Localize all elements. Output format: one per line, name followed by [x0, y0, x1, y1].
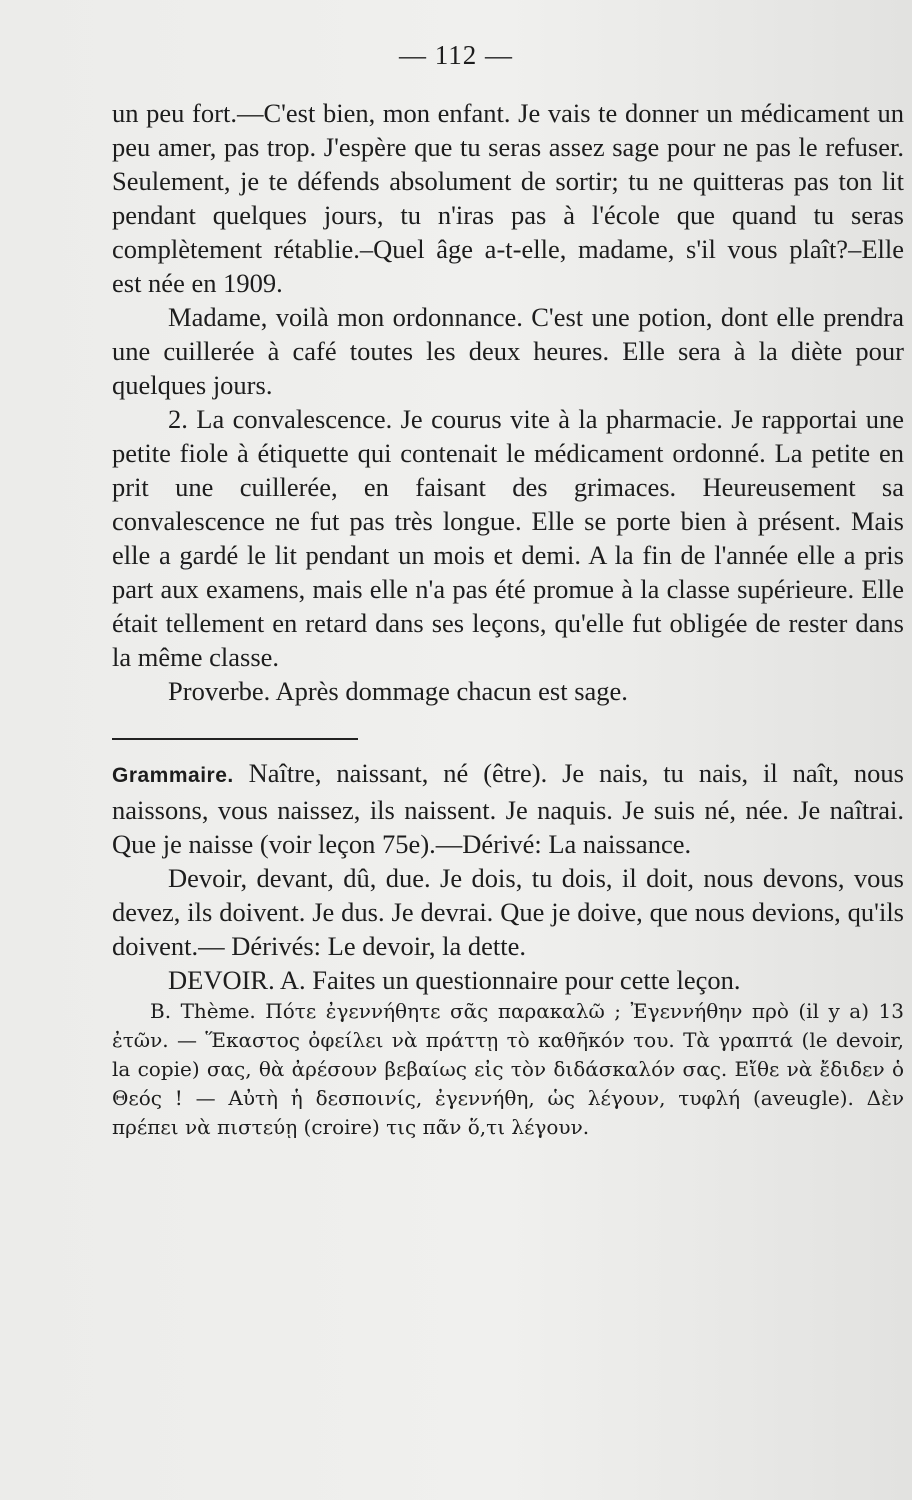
paragraph-ordonnance: Madame, voilà mon ordonnance. C'est une potion, dont elle prendra une cuillerée à café toutes les deux heures. Elle sera à la diète pour quelques jours. [112, 302, 904, 400]
exercise-a: DEVOIR. A. Faites un questionnaire pour cette leçon. [168, 965, 741, 995]
section-divider [112, 738, 358, 740]
proverb: Proverbe. Après dommage chacun est sage. [168, 676, 628, 706]
page-number: — 112 — [399, 40, 513, 70]
exercise-b-block [112, 997, 904, 1142]
grammar-naitre [112, 756, 904, 861]
grammar-devoir: Devoir, devant, dû, due. Je dois, tu dois, il doit, nous devons, vous devez, ils doivent. Je dus. Je devrai. Que je doive, que nous devions, qu'ils doivent.— Dérivés: Le devoir, la dette. [112, 863, 904, 961]
page-body [112, 96, 904, 1142]
grammar-naitre-text: Naître, naissant, né (être). Je nais, tu nais, il naît, nous naissons, vous naissez, ils naissent. Je naquis. Je suis né, née. Je naîtrai. Que je naisse (voir leçon 75e).—Dérivé: La naissance. [112, 758, 904, 859]
exercise-b-theme: B. Thème. Πότε ἐγεννήθητε σᾶς παρακαλῶ ; Ἐγεννήθην πρὸ (il y a) 13 ἐτῶν. — Ἕκαστος ὀφείλει νὰ πράττῃ τὸ καθῆκόν του. Τὰ γραπτά (le devoir, la copie) σας, θὰ ἀρέσουν βεβαίως εἰς τὸν διδάσκαλόν σας. Εἴθε νὰ ἔδιδεν ὁ Θεός ! — Αὐτὴ ἡ δεσποινίς, ἐγεννήθη, ὡς λέγουν, τυφλή (aveugle). Δὲν πρέπει νὰ πιστεύῃ (croire) τις πᾶν ὅ,τι λέγουν. [112, 999, 904, 1139]
grammar-label: Grammaire. [112, 764, 234, 787]
paragraph-convalescence: 2. La convalescence. Je courus vite à la pharmacie. Je rapportai une petite fiole à étiquette qui contenait le médicament ordonné. La petite en prit une cuillerée, en faisant des grimaces. Heureusement sa convalescence ne fut pas très longue. Elle se porte bien à présent. Mais elle a gardé le lit pendant un mois et demi. A la fin de l'année elle a pris part aux examens, mais elle n'a pas été promue à la classe supérieure. Elle était tellement en retard dans ses leçons, qu'elle fut obligée de rester dans la même classe. [112, 404, 904, 672]
paragraph-consultation: un peu fort.—C'est bien, mon enfant. Je vais te donner un médicament un peu amer, pas trop. J'espère que tu seras assez sage pour ne pas le refuser. Seulement, je te défends absolument de sortir; tu ne quitteras pas ton lit pendant quelques jours, tu n'iras pas à l'école que quand tu seras complètement rétablie.–Quel âge a-t-elle, madame, s'il vous plaît?–Elle est née en 1909. [112, 98, 904, 298]
